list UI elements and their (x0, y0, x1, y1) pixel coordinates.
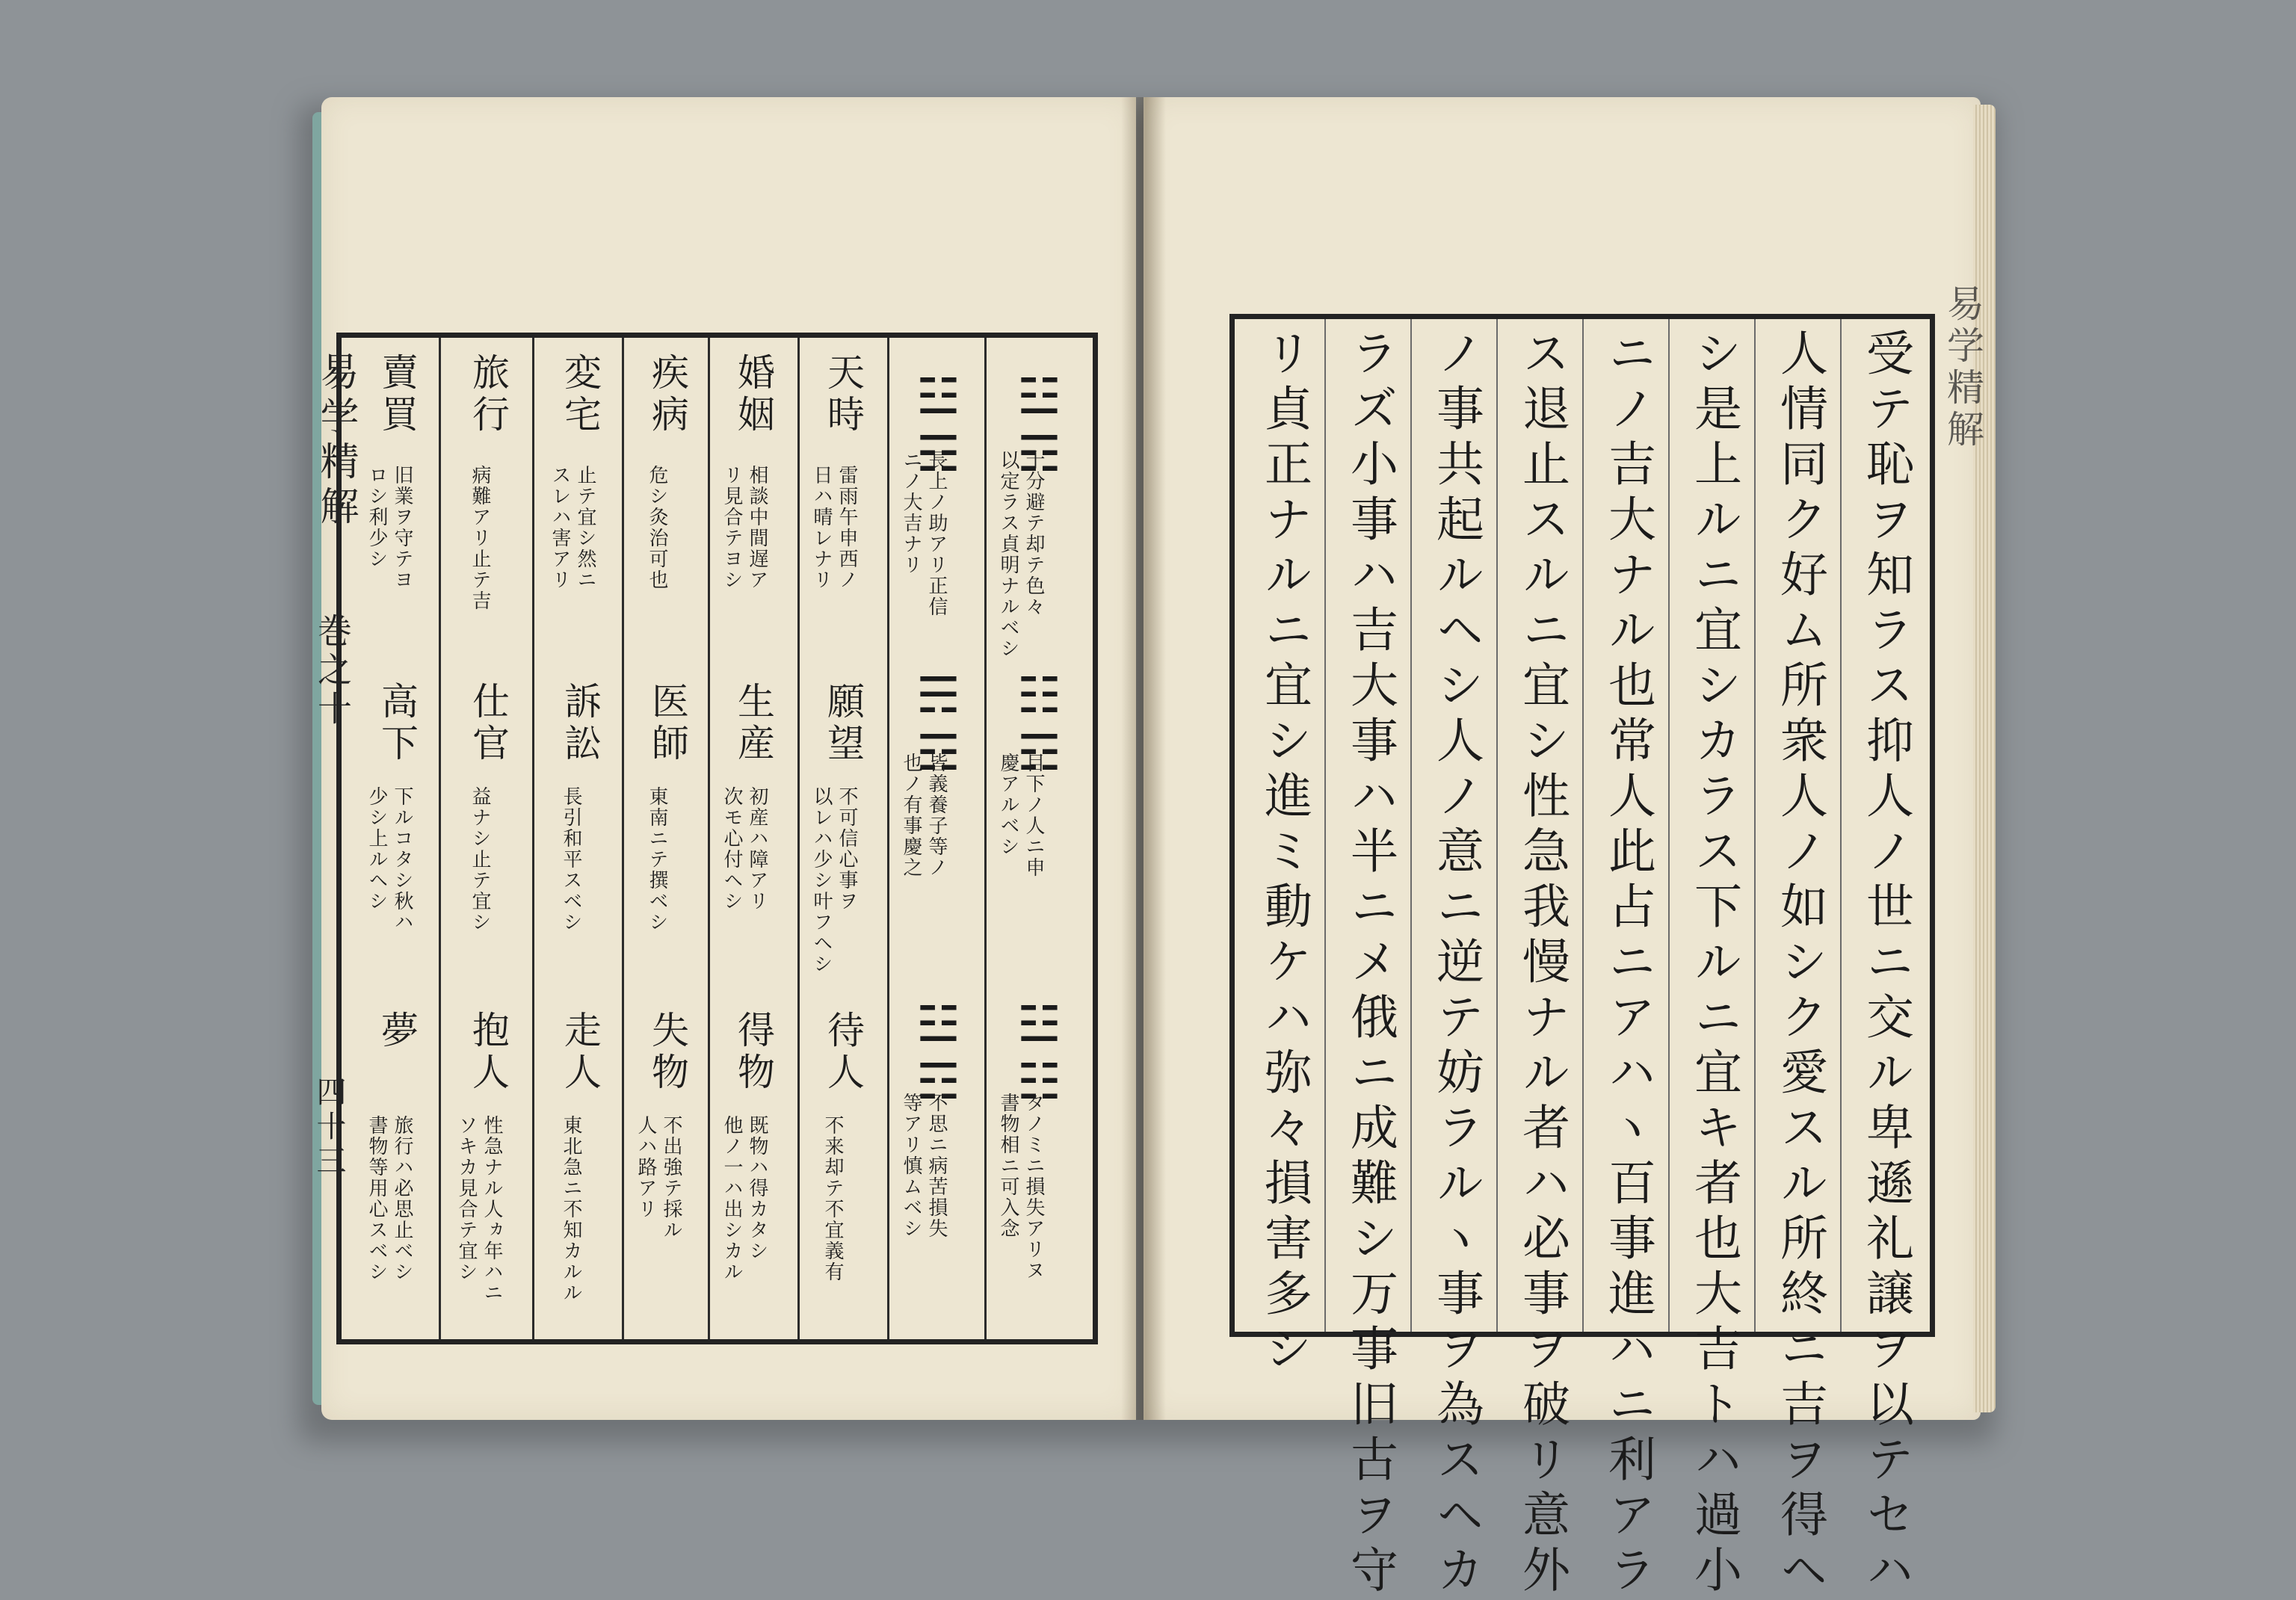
hexagram-symbol: ☴☶ (910, 667, 967, 782)
hexagram-note: 皆義養子等ノ 也ノ有事慶之 (900, 753, 948, 878)
hexagram-symbol: ☳☶ (910, 368, 967, 483)
commentary-column: 受テ恥ヲ知ラス抑人ノ世ニ交ル卑遜礼譲ヲ以テセハ (1858, 328, 1913, 1600)
table-rule (797, 338, 800, 1339)
commentary-column: シ是上ルニ宜シカラス下ルニ宜キ者也大吉トハ過小 (1686, 328, 1741, 1600)
hexagram-note: 十分避テ却テ色々 以定ラス貞明ナルベシ (997, 450, 1045, 659)
commentary-column: リ貞正ナルニ宜シ進ミ動ケハ弥々損害多シ (1256, 328, 1312, 1379)
category-label: 生産 (732, 682, 775, 765)
category-note: 不可信心事ヲ 以レハ少シ叶フヘシ (810, 786, 858, 974)
hexagram-note: タノミニ損失アリヌ 書物相ニ可入念 (997, 1093, 1045, 1281)
table-rule (532, 338, 534, 1339)
category-label: 得物 (732, 1010, 775, 1094)
category-note: 不出強テ採ル 人ハ路アリ (635, 1115, 682, 1241)
category-note: 不来却テ不宜義有 (821, 1115, 844, 1282)
category-note: 危シ灸治可也 (646, 465, 668, 590)
category-note: 旧業ヲ守テヨ ロシ利少シ (365, 465, 413, 590)
column-rule (1754, 319, 1756, 1332)
category-note: 雷雨午申西ノ 日ハ晴レナリ (810, 465, 858, 590)
hexagram-note: 目下ノ人ニ申 慶アルベシ (997, 753, 1045, 878)
category-label: 賣買 (375, 353, 419, 436)
category-note: 益ナシ止テ宜シ (469, 786, 491, 933)
table-rule (887, 338, 889, 1339)
category-label: 夢 (375, 1010, 419, 1052)
commentary-frame (1229, 314, 1935, 1600)
column-rule (1324, 319, 1326, 1332)
category-note: 初産ハ障アリ 次モ心付ヘシ (720, 786, 768, 912)
column-rule (1582, 319, 1584, 1332)
commentary-column: ラズ小事ハ吉大事ハ半ニメ俄ニ成難シ万事旧古ヲ守 (1342, 328, 1398, 1600)
column-rule (1668, 319, 1670, 1332)
table-rule (439, 338, 441, 1339)
category-note: 性急ナル人ヵ年ハニ ソキカ見合テ宜シ (455, 1115, 503, 1303)
column-rule (1410, 319, 1412, 1332)
commentary-column: 人情同ク好ム所衆人ノ如シク愛スル所終ニ吉ヲ得ヘ (1772, 328, 1827, 1600)
category-note: 相談中間遅ア リ見合テヨシ (720, 465, 768, 590)
margin-page-number: 四十三 (312, 1076, 346, 1179)
category-note: 止テ宜シ然ニ スレハ害アリ (549, 465, 596, 590)
category-label: 願望 (821, 682, 865, 765)
category-label: 変宅 (558, 353, 602, 436)
commentary-column: ニノ吉大ナル也常人此占ニアハヽ百事進ハニ利アラ (1600, 328, 1655, 1600)
column-rule (1496, 319, 1498, 1332)
right-page-header: 易学精解 (1941, 284, 1984, 451)
category-label: 天時 (821, 353, 865, 436)
category-label: 抱人 (466, 1010, 510, 1094)
category-note: 東南ニテ撰ベシ (646, 786, 668, 933)
category-note: 病難アリ止テ吉 (469, 465, 491, 611)
category-label: 訴訟 (558, 682, 602, 765)
category-label: 高下 (375, 682, 419, 765)
category-label: 婚姻 (732, 353, 775, 436)
category-note: 長引和平スベシ (560, 786, 582, 933)
column-rule (1840, 319, 1842, 1332)
category-label: 医師 (646, 682, 689, 765)
category-note: 下ルコタシ秋ハ 少シ上ルヘシ (365, 786, 413, 933)
table-rule (708, 338, 710, 1339)
category-label: 待人 (821, 1010, 865, 1094)
commentary-column: ノ事共起ルヘシ人ノ意ニ逆テ妨ラルヽ事ヲ為スヘカ (1428, 328, 1484, 1600)
hexagram-symbol: ☳☶ (910, 995, 967, 1111)
category-note: 旅行ハ必思止ベシ 書物等用心スベシ (365, 1115, 413, 1282)
hexagram-symbol: ☳☷ (1010, 995, 1068, 1111)
category-label: 失物 (646, 1010, 689, 1094)
hexagram-symbol: ☷☶ (1010, 667, 1068, 782)
table-rule (622, 338, 624, 1339)
hexagram-note: 長上ノ助アリ正信 ニノ大吉ナリ (900, 450, 948, 617)
category-label: 仕官 (466, 682, 510, 765)
margin-book-title: 易学精解 (313, 351, 358, 531)
category-label: 旅行 (466, 353, 510, 436)
hexagram-note: 不思ニ病苦損失 等アリ慎ムベシ (900, 1093, 948, 1239)
table-rule (984, 338, 987, 1339)
commentary-column: ス退止スルニ宜シ性急我慢ナル者ハ必事ヲ破リ意外 (1514, 328, 1570, 1600)
category-label: 疾病 (646, 353, 689, 436)
category-note: 既物ハ得カタシ 他ノ一ハ出シカル (720, 1115, 768, 1282)
hexagram-symbol: ☳☶ (1010, 368, 1068, 483)
divination-table (336, 333, 1098, 1344)
category-label: 走人 (558, 1010, 602, 1094)
margin-volume: 巻之十 (312, 613, 353, 729)
category-note: 東北急ニ不知カルル (560, 1115, 582, 1303)
book-gutter (1121, 97, 1166, 1420)
